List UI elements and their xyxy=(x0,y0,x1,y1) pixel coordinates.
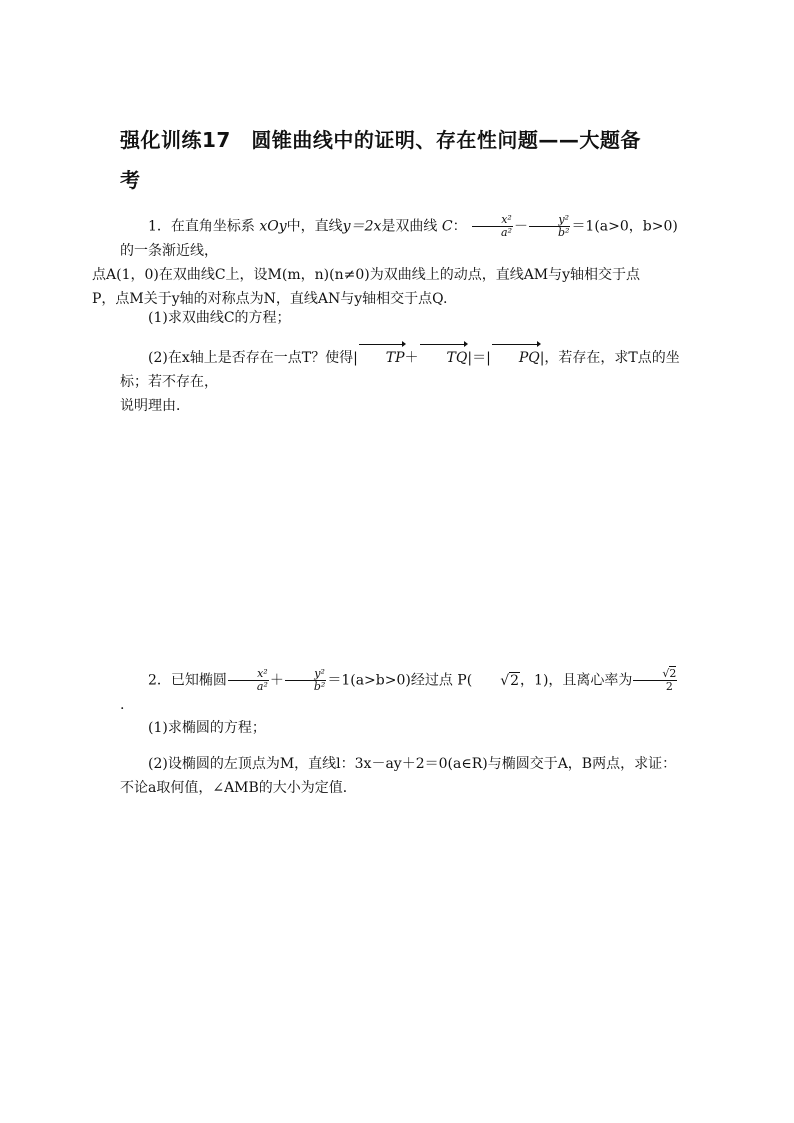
p1-line-eq: y＝2x xyxy=(342,218,382,235)
p1-text: － xyxy=(513,218,528,235)
p1q2-text: (2)在x轴上是否存在一点T？使得| xyxy=(148,350,358,366)
title-line-1: 强化训练17 圆锥曲线中的证明、存在性问题——大题备 xyxy=(120,128,641,152)
p1-text: P，点M关于y轴的对称点为N，直线AN与y轴相交于点Q. xyxy=(92,291,448,307)
problem-2-statement xyxy=(120,668,680,717)
p2-text: . xyxy=(120,697,125,713)
fraction-sqrt2-over-2: $\frac{√2}{2}$ xyxy=(633,668,677,693)
p1q2-text: |＝| xyxy=(467,350,491,366)
fraction-y2-b2: $\frac{\text{y²}}{\text{b²}}$ xyxy=(285,668,326,693)
p2-text: ＋ xyxy=(269,672,284,689)
p1-coord-system: xOy xyxy=(259,218,287,235)
p1-curve-name: C xyxy=(441,218,453,235)
p1-text: 点A(1，0)在双曲线C上，设M(m，n)(n≠0)为双曲线上的动点，直线AM与y轴相交于点 xyxy=(92,267,641,283)
problem-1-part-2 xyxy=(120,346,680,418)
fraction-x2-a2: $\frac{\text{x²}}{\text{a²}}$ xyxy=(472,214,513,239)
vector-pq: PQ xyxy=(491,346,540,370)
p1-text: 是双曲线 xyxy=(381,218,438,235)
p2-text: ，1)，且离心率为 xyxy=(520,672,633,689)
p1q2-text: ＋ xyxy=(404,350,419,366)
sqrt-2: √2 xyxy=(500,672,520,689)
p2-text: ＝1(a>b>0)经过点 P( xyxy=(327,672,473,689)
p1-text: ： xyxy=(452,218,467,235)
p1-text: 中，直线 xyxy=(286,218,343,235)
problem-1-part-1: (1)求双曲线C的方程； xyxy=(148,310,291,326)
problem-1-statement xyxy=(92,213,680,311)
problem-2-part-1: (1)求椭圆的方程； xyxy=(148,720,266,736)
p1-text: 1．在直角坐标系 xyxy=(148,218,255,235)
page-title xyxy=(120,120,680,200)
p2q2-text: (2)设椭圆的左顶点为M，直线l：3x－ay＋2＝0(a∈R)与椭圆交于A，B两点，求证： xyxy=(148,756,677,772)
vector-tp: TP xyxy=(358,346,405,370)
p1-text: ＝1(a>0，b>0)的一条渐近线， xyxy=(120,218,678,259)
p1q2-text: 说明理由． xyxy=(120,398,190,414)
fraction-y2-b2: $\frac{\text{y²}}{\text{b²}}$ xyxy=(529,214,570,239)
problem-2-part-2 xyxy=(120,752,680,800)
fraction-x2-a2: $\frac{\text{x²}}{\text{a²}}$ xyxy=(228,668,269,693)
title-line-2: 考 xyxy=(120,168,141,192)
p1q2-text: |，若存在，求T点的坐标；若不存在， xyxy=(120,350,680,390)
p2-text: 2．已知椭圆 xyxy=(148,672,227,689)
vector-tq: TQ xyxy=(419,346,468,370)
p2q2-text: 不论a取何值，∠AMB的大小为定值． xyxy=(120,780,357,796)
